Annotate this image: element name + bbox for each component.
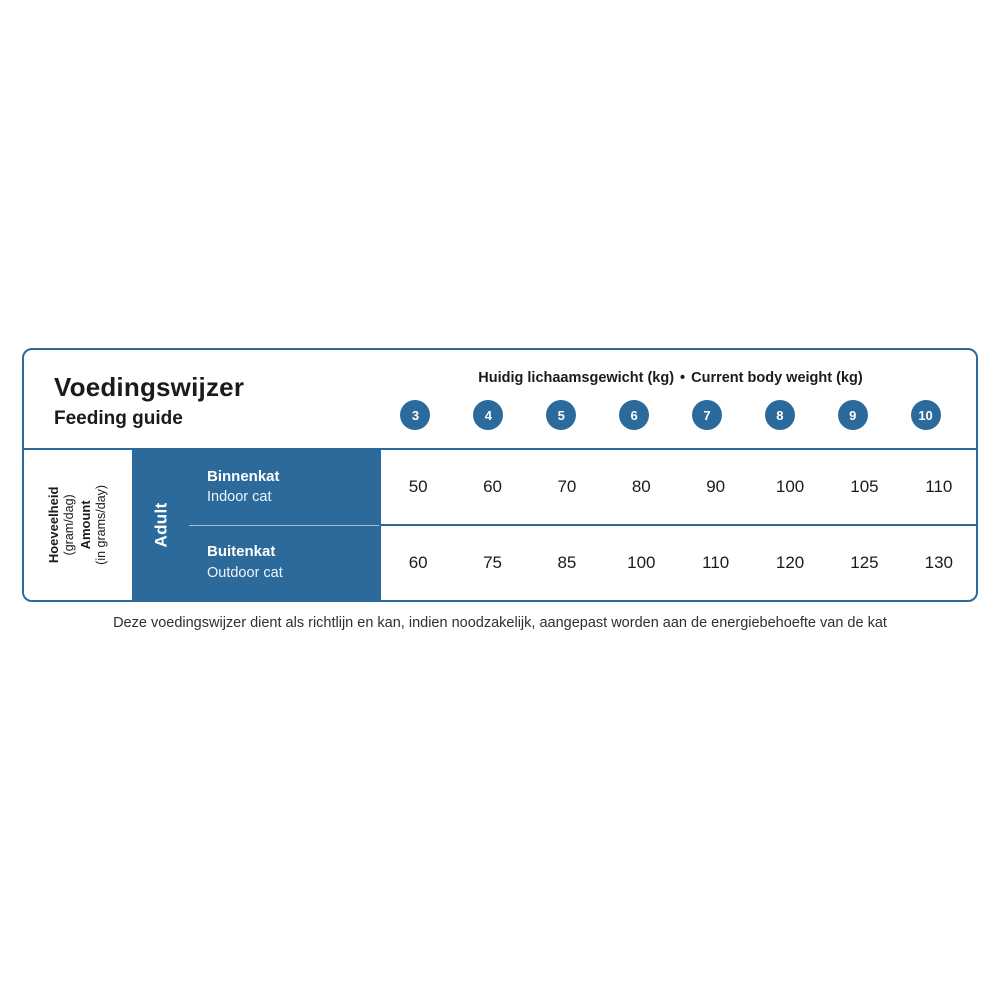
table-cell: 75 (483, 553, 503, 573)
table-cell: 85 (557, 553, 577, 573)
row-label-nl: Binnenkat (207, 467, 280, 485)
weights-header-en: Current body weight (kg) (691, 370, 863, 386)
life-stage-label: Adult (151, 502, 171, 548)
table-row (189, 450, 379, 525)
row-label-en: Outdoor cat (207, 564, 283, 581)
weights-header-cell (379, 350, 976, 448)
cat-type-column (189, 450, 379, 600)
weights-header-nl: Huidig lichaamsgewicht (kg) (478, 370, 675, 386)
page-subtitle: Feeding guide (54, 407, 183, 429)
table-cell: 105 (850, 477, 879, 497)
table-cell: 110 (925, 477, 953, 497)
weight-badge-cell (816, 400, 889, 430)
status-badge: 7 (692, 400, 722, 430)
table-row (381, 450, 976, 524)
amount-label-en: Amount (77, 500, 93, 550)
amount-axis-label (24, 450, 134, 600)
title-cell (24, 350, 379, 448)
table-cell: 120 (775, 553, 805, 573)
table-cell: 80 (631, 477, 651, 497)
page-title: Voedingswijzer (54, 372, 245, 402)
table-cell: 70 (557, 477, 577, 497)
weight-badge-cell (525, 400, 598, 430)
table-cell: 100 (775, 477, 805, 497)
footnote: Deze voedingswijzer dient als richtlijn en kan, indien noodzakelijk, aangepast worden aan de energiebehoefte van de kat (113, 615, 887, 632)
status-badge: 9 (838, 400, 868, 430)
amount-axis-text (46, 485, 110, 565)
table-cell: 50 (408, 477, 428, 497)
weight-badge-cell (598, 400, 671, 430)
table-cell: 110 (702, 553, 730, 573)
amount-unit-en: (in grams/day) (94, 485, 109, 566)
table-cell: 60 (408, 553, 428, 573)
weight-badge-cell (743, 400, 816, 430)
table-row (189, 525, 379, 601)
table-body (24, 450, 976, 600)
table-cell: 60 (483, 477, 503, 497)
status-badge: 8 (765, 400, 795, 430)
row-label-en: Indoor cat (207, 489, 272, 506)
feeding-guide (22, 348, 978, 631)
table-cell: 125 (850, 553, 879, 573)
amount-label-nl: Hoeveelheid (46, 486, 62, 564)
status-badge: 4 (473, 400, 503, 430)
row-label-nl: Buitenkat (207, 543, 276, 561)
weights-header (379, 370, 962, 386)
status-badge: 10 (911, 400, 941, 430)
table-cell: 90 (706, 477, 726, 497)
weight-badge-cell (671, 400, 744, 430)
weight-badge-cell (379, 400, 452, 430)
status-badge: 3 (400, 400, 430, 430)
life-stage-cell (134, 450, 189, 600)
status-badge: 6 (619, 400, 649, 430)
table-header (24, 350, 976, 450)
weight-badge-cell (889, 400, 962, 430)
table-row (381, 524, 976, 600)
weight-badge-cell (452, 400, 525, 430)
weight-badges (379, 400, 962, 430)
table-cell: 130 (924, 553, 953, 573)
status-badge: 5 (546, 400, 576, 430)
amount-unit-nl: (gram/dag) (62, 494, 77, 556)
header-separator: • (680, 370, 686, 386)
table-cell: 100 (627, 553, 656, 573)
values-column (379, 450, 976, 600)
feeding-guide-table (22, 348, 978, 602)
